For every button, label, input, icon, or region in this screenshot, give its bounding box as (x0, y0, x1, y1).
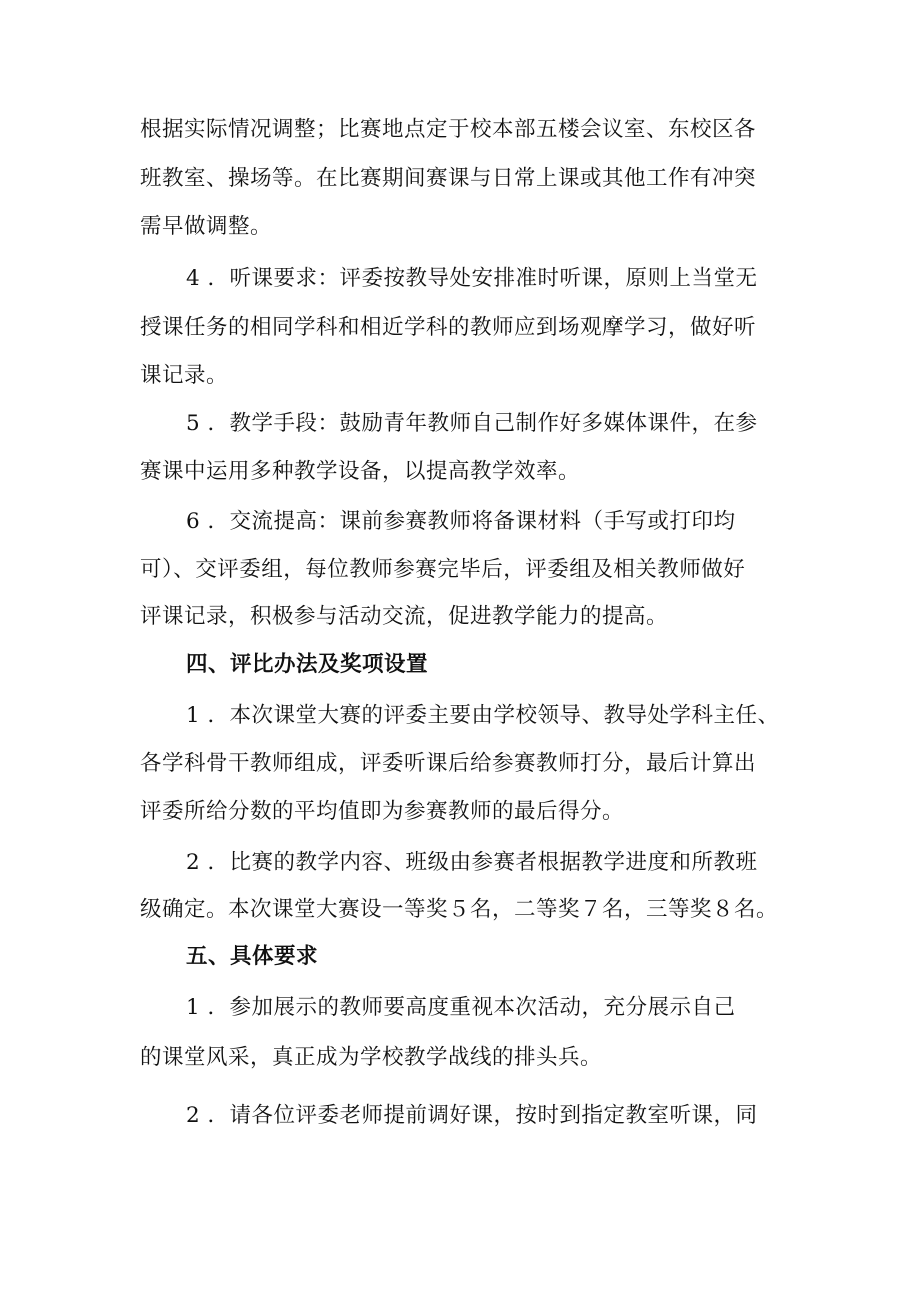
paragraph-line: 根据实际情况调整；比赛地点定于校本部五楼会议室、东校区各 (140, 117, 757, 142)
paragraph-line: 级确定。本次课堂大赛设一等奖５名，二等奖７名，三等奖８名。 (140, 897, 779, 922)
list-item-5-line: 5 ．教学手段：鼓励青年教师自己制作好多媒体课件，在参 (186, 411, 758, 436)
list-item-6-line: 6 ．交流提高：课前参赛教师将备课材料（手写或打印均 (186, 509, 736, 534)
paragraph-line: 各学科骨干教师组成，评委听课后给参赛教师打分，最后计算出 (140, 751, 757, 776)
paragraph-line: 班教室、操场等。在比赛期间赛课与日常上课或其他工作有冲突 (140, 166, 757, 191)
section5-item-2-line: 2 ．请各位评委老师提前调好课，按时到指定教室听课，同 (186, 1103, 758, 1128)
section4-item-1-line: 1 ．本次课堂大赛的评委主要由学校领导、教导处学科主任、 (186, 703, 780, 728)
paragraph-line: 需早做调整。 (140, 214, 273, 239)
paragraph-line: 评委所给分数的平均值即为参赛教师的最后得分。 (140, 799, 625, 824)
paragraph-line: 的课堂风采，真正成为学校教学战线的排头兵。 (140, 1045, 603, 1070)
paragraph-line: 评课记录，积极参与活动交流，促进教学能力的提高。 (140, 604, 669, 629)
paragraph-line: 授课任务的相同学科和相近学科的教师应到场观摩学习，做好听 (140, 315, 757, 340)
section-heading-5: 五、具体要求 (186, 944, 319, 969)
paragraph-line: 可）、交评委组，每位教师参赛完毕后，评委组及相关教师做好 (140, 557, 746, 582)
section-heading-4: 四、评比办法及奖项设置 (186, 652, 429, 677)
paragraph-line: 赛课中运用多种教学设备，以提高教学效率。 (140, 459, 581, 484)
paragraph-line: 课记录。 (140, 363, 229, 388)
list-item-4-line: 4 ．听课要求：评委按教导处安排准时听课，原则上当堂无 (186, 266, 758, 291)
section4-item-2-line: 2 ．比赛的教学内容、班级由参赛者根据教学进度和所教班 (186, 850, 758, 875)
section5-item-1-line: 1 ．参加展示的教师要高度重视本次活动，充分展示自己 (186, 995, 736, 1020)
